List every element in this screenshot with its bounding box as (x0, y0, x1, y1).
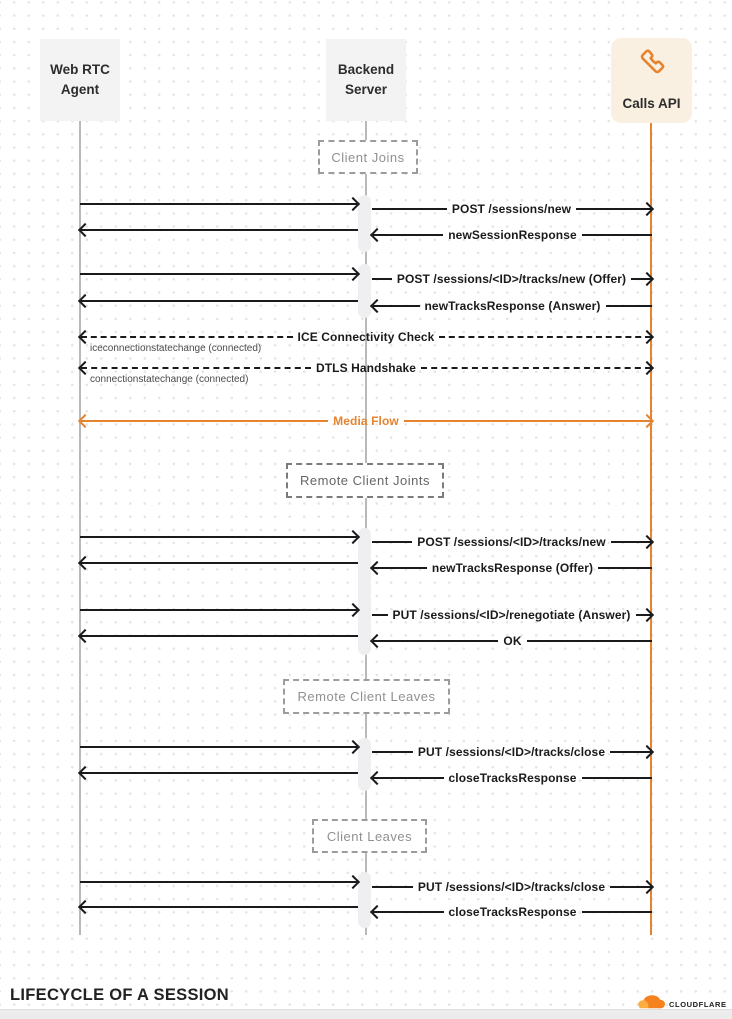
arrow-line (81, 635, 358, 637)
message-label: POST /sessions/<ID>/tracks/new (417, 535, 606, 549)
arrow-line (81, 229, 358, 231)
arrowhead-right-icon (346, 740, 360, 754)
arrowhead-right-icon (640, 330, 654, 344)
arrow-line (582, 234, 652, 236)
message-label: closeTracksResponse (448, 905, 577, 919)
message-arrow-webrtc-to-backend (80, 603, 358, 617)
arrowhead-left-icon (370, 561, 384, 575)
arrow-line (81, 336, 293, 338)
arrowhead-left-icon (370, 634, 384, 648)
message-label: PUT /sessions/<ID>/tracks/close (417, 745, 606, 759)
actor-label-line: Server (344, 82, 388, 97)
arrowhead-right-icon (640, 608, 654, 622)
arrow-line (372, 541, 412, 543)
arrowhead-right-icon (640, 745, 654, 759)
message-arrow-backend-to-webrtc (80, 556, 358, 570)
arrowhead-right-icon (346, 603, 360, 617)
message-arrow-webrtc-to-backend (80, 267, 358, 281)
message-arrow-put-tracks-close (372, 880, 652, 894)
message-arrow-dtls-handshake (80, 361, 652, 375)
message-arrow-close-tracks-response (372, 771, 652, 785)
message-label: closeTracksResponse (448, 771, 577, 785)
message-arrow-close-tracks-response (372, 905, 652, 919)
arrow-line (81, 367, 311, 369)
arrowhead-left-icon (78, 900, 92, 914)
section-remote-client-leaves (283, 679, 450, 714)
arrowhead-right-icon (346, 267, 360, 281)
arrow-line (606, 305, 653, 307)
arrow-line (81, 906, 358, 908)
arrowhead-left-icon (370, 771, 384, 785)
arrowhead-left-icon (78, 414, 92, 428)
arrowhead-right-icon (346, 197, 360, 211)
event-note-connection: connectionstatechange (connected) (90, 374, 249, 385)
message-label: OK (503, 634, 522, 648)
arrowhead-left-icon (78, 361, 92, 375)
arrow-line (598, 567, 652, 569)
message-arrow-backend-to-webrtc (80, 900, 358, 914)
message-arrow-ok (372, 634, 652, 648)
message-arrow-new-tracks-response-offer (372, 561, 652, 575)
section-label: Remote Client Leaves (297, 689, 436, 704)
message-arrow-ice-connectivity-check (80, 330, 652, 344)
message-arrow-backend-to-webrtc (80, 766, 358, 780)
actor-backend-server (326, 39, 406, 121)
section-remote-client-joins (286, 463, 444, 498)
message-arrow-backend-to-webrtc (80, 223, 358, 237)
arrow-line (80, 881, 357, 883)
arrowhead-left-icon (78, 294, 92, 308)
message-label: newTracksResponse (Answer) (424, 299, 601, 313)
arrow-line (421, 367, 651, 369)
arrowhead-right-icon (640, 414, 654, 428)
phone-icon (637, 47, 667, 83)
arrowhead-right-icon (640, 880, 654, 894)
message-arrow-post-sessions-new (372, 202, 652, 216)
message-label: POST /sessions/<ID>/tracks/new (Offer) (396, 272, 627, 286)
message-arrow-post-tracks-new-offer (372, 272, 652, 286)
message-label: DTLS Handshake (315, 361, 417, 375)
message-arrow-new-tracks-response-answer (372, 299, 652, 313)
message-label: ICE Connectivity Check (297, 330, 435, 344)
message-arrow-media-flow (80, 414, 652, 428)
message-label: Media Flow (333, 414, 399, 428)
lifeline-calls-api (650, 122, 652, 935)
actor-label: Calls API (622, 95, 681, 111)
arrow-line (582, 911, 653, 913)
actor-label-line: Agent (60, 82, 100, 97)
arrow-line (372, 278, 392, 280)
section-label: Client Leaves (326, 828, 413, 844)
message-arrow-new-session-response (372, 228, 652, 242)
arrow-line (439, 336, 651, 338)
activation-bar (358, 528, 371, 655)
message-arrow-webrtc-to-backend (80, 740, 358, 754)
arrowhead-left-icon (78, 629, 92, 643)
arrow-line (80, 746, 357, 748)
arrowhead-right-icon (640, 535, 654, 549)
arrow-line (80, 273, 357, 275)
arrowhead-left-icon (78, 330, 92, 344)
arrowhead-left-icon (370, 228, 384, 242)
arrow-line (81, 420, 328, 422)
message-label: newSessionResponse (448, 228, 577, 242)
arrow-line (80, 203, 357, 205)
message-label: PUT /sessions/<ID>/renegotiate (Answer) (392, 608, 631, 622)
brand-text: CLOUDFLARE (669, 999, 727, 1009)
arrow-line (372, 886, 413, 888)
arrowhead-left-icon (78, 223, 92, 237)
message-label: POST /sessions/new (451, 202, 572, 216)
arrowhead-right-icon (640, 361, 654, 375)
arrow-line (373, 640, 498, 642)
arrowhead-left-icon (370, 299, 384, 313)
actor-label-line: Web RTC (50, 61, 110, 77)
actor-calls-api (611, 38, 692, 123)
bottom-divider (0, 1009, 732, 1019)
arrow-line (80, 536, 357, 538)
arrowhead-left-icon (78, 556, 92, 570)
message-label: PUT /sessions/<ID>/tracks/close (417, 880, 606, 894)
arrowhead-left-icon (370, 905, 384, 919)
section-label: Client Joins (331, 149, 405, 165)
section-label: Remote Client Joints (300, 473, 430, 488)
message-arrow-post-tracks-new (372, 535, 652, 549)
message-arrow-backend-to-webrtc (80, 294, 358, 308)
arrowhead-right-icon (640, 272, 654, 286)
message-arrow-backend-to-webrtc (80, 629, 358, 643)
activation-bar (358, 872, 371, 928)
arrow-line (372, 208, 447, 210)
arrow-line (527, 640, 652, 642)
message-label: newTracksResponse (Offer) (431, 561, 594, 575)
message-arrow-webrtc-to-backend (80, 197, 358, 211)
arrow-line (372, 751, 413, 753)
activation-bar (358, 264, 371, 318)
message-arrow-put-tracks-close (372, 745, 652, 759)
message-arrow-webrtc-to-backend (80, 875, 358, 889)
actor-label-line: Backend (337, 61, 395, 77)
arrow-line (81, 300, 358, 302)
arrow-line (81, 772, 358, 774)
section-client-leaves (312, 819, 427, 853)
arrowhead-left-icon (78, 766, 92, 780)
arrowhead-right-icon (346, 875, 360, 889)
arrow-line (404, 420, 651, 422)
message-arrow-webrtc-to-backend (80, 530, 358, 544)
actor-webrtc-agent (40, 39, 120, 121)
section-client-joins (318, 140, 418, 174)
message-arrow-put-renegotiate-answer (372, 608, 652, 622)
lifeline-webrtc-agent (79, 121, 81, 935)
arrowhead-right-icon (640, 202, 654, 216)
page-title: LIFECYCLE OF A SESSION (10, 986, 229, 1004)
event-note-ice: iceconnectionstatechange (connected) (90, 343, 262, 354)
arrowhead-right-icon (346, 530, 360, 544)
arrow-line (582, 777, 653, 779)
arrow-line (372, 614, 388, 616)
arrow-line (81, 562, 358, 564)
arrow-line (80, 609, 357, 611)
